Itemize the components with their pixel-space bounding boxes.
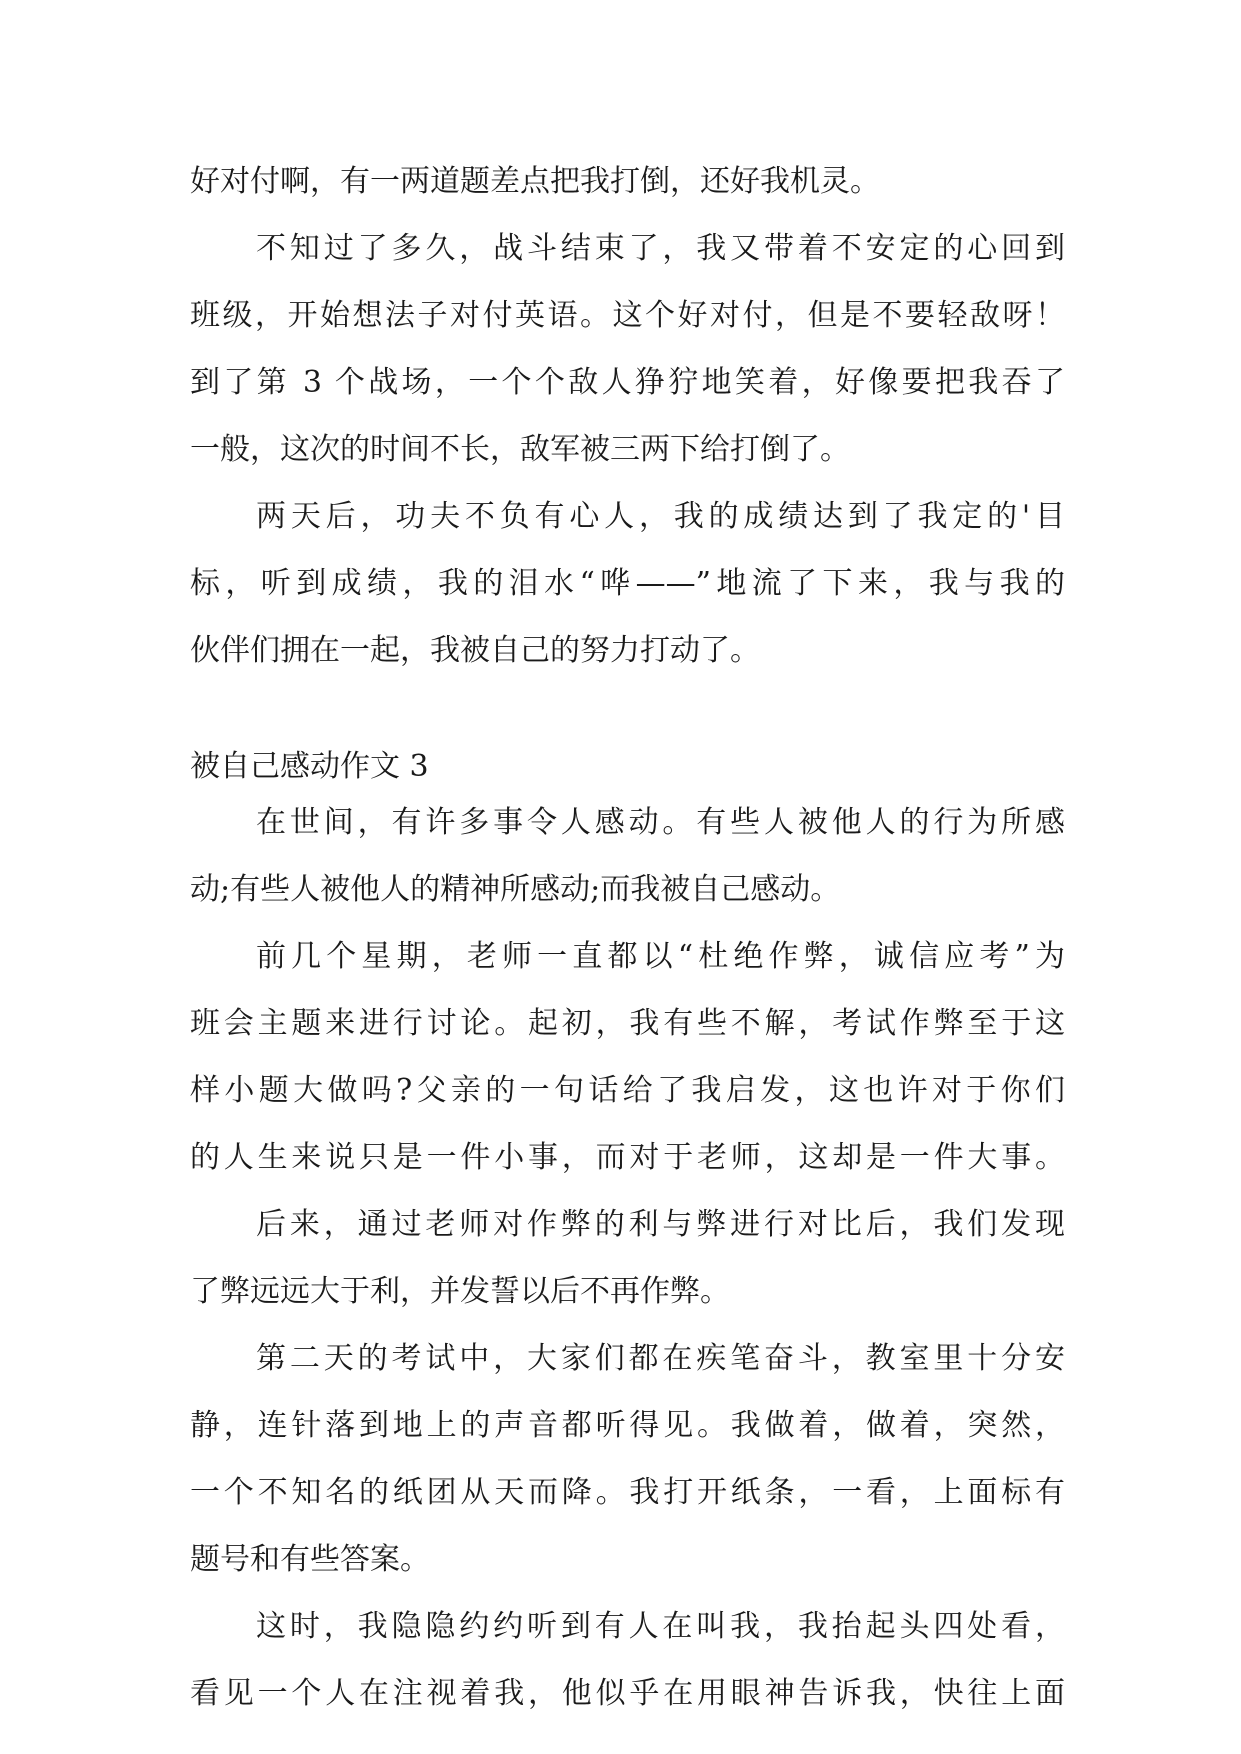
paragraph-line: 了弊远远大于利，并发誓以后不再作弊。: [190, 1274, 730, 1309]
paragraph-line: 后来，通过老师对作弊的利与弊进行对比后，我们发现: [256, 1207, 1065, 1242]
paragraph-line: 好对付啊，有一两道题差点把我打倒，还好我机灵。: [190, 164, 880, 199]
section-heading: 被自己感动作文 3: [190, 749, 429, 784]
paragraph-line: 到了第 3 个战场，一个个敌人狰狞地笑着，好像要把我吞了: [190, 365, 1065, 400]
paragraph-line: 两天后，功夫不负有心人，我的成绩达到了我定的'目: [256, 499, 1065, 534]
section-gap: [190, 694, 1065, 743]
paragraph-line: 在世间，有许多事令人感动。有些人被他人的行为所感: [256, 805, 1065, 840]
paragraph-line: 题号和有些答案。: [190, 1542, 430, 1577]
paragraph-line: 一般，这次的时间不长，敌军被三两下给打倒了。: [190, 432, 850, 467]
paragraph-line: 一个不知名的纸团从天而降。我打开纸条，一看，上面标有: [190, 1475, 1065, 1510]
paragraph-line: 这时，我隐隐约约听到有人在叫我，我抬起头四处看，: [256, 1609, 1065, 1644]
paragraph-line: 动;有些人被他人的精神所感动;而我被自己感动。: [190, 872, 841, 907]
paragraph-line: 标，听到成绩，我的泪水“哗——”地流了下来，我与我的: [190, 566, 1065, 601]
paragraph-line: 班会主题来进行讨论。起初，我有些不解，考试作弊至于这: [190, 1006, 1065, 1041]
paragraph-line: 静，连针落到地上的声音都听得见。我做着，做着，突然，: [190, 1408, 1065, 1443]
paragraph-line: 前几个星期，老师一直都以“杜绝作弊，诚信应考”为: [256, 939, 1065, 974]
paragraph-line: 班级，开始想法子对付英语。这个好对付，但是不要轻敌呀！: [190, 298, 1065, 333]
paragraph-line: 看见一个人在注视着我，他似乎在用眼神告诉我，快往上面: [190, 1676, 1065, 1711]
paragraph-line: 样小题大做吗?父亲的一句话给了我启发，这也许对于你们: [190, 1073, 1065, 1108]
paragraph-line: 第二天的考试中，大家们都在疾笔奋斗，教室里十分安: [256, 1341, 1065, 1376]
paragraph-line: 伙伴们拥在一起，我被自己的努力打动了。: [190, 633, 760, 668]
document-page: [190, 158, 1065, 1737]
paragraph-line: 不知过了多久，战斗结束了，我又带着不安定的心回到: [256, 231, 1065, 266]
paragraph-line: 的人生来说只是一件小事，而对于老师，这却是一件大事。: [190, 1140, 1065, 1175]
